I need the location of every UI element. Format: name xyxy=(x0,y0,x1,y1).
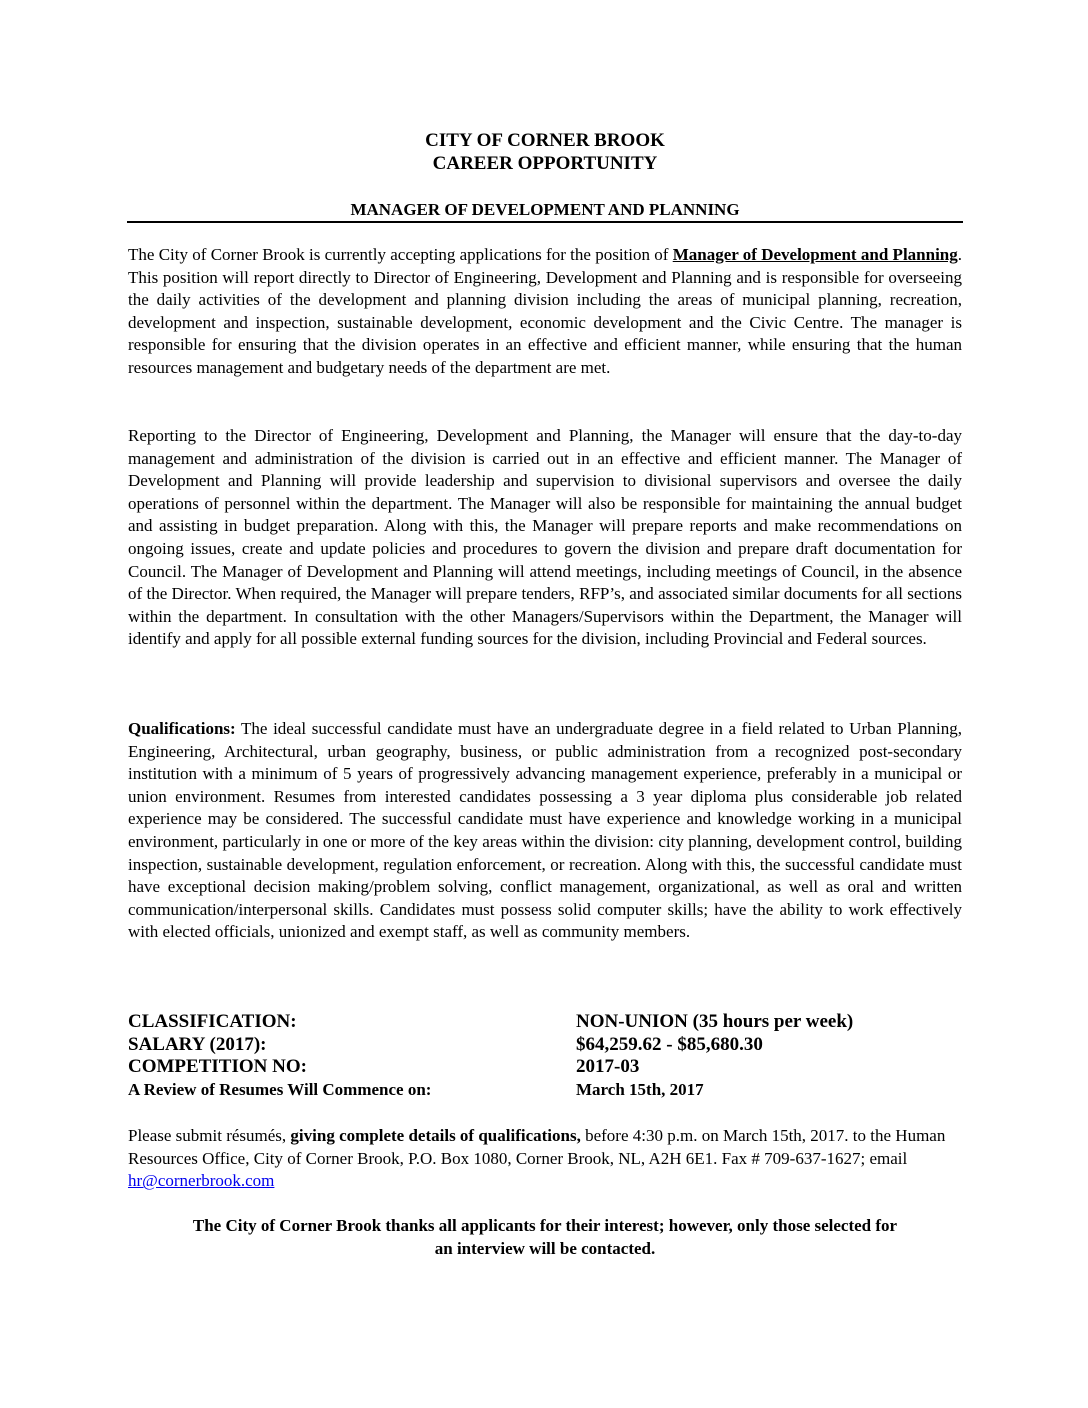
position-details xyxy=(128,1011,962,1101)
email-link[interactable]: hr@cornerbrook.com xyxy=(128,1171,275,1191)
salary-row xyxy=(128,1034,962,1057)
review-date-value: March 15th, 2017 xyxy=(576,1079,704,1099)
salary-label: SALARY (2017): xyxy=(128,1033,267,1055)
submission-text-start: Please submit résumés, xyxy=(128,1126,291,1145)
salary-value: $64,259.62 - $85,680.30 xyxy=(576,1033,763,1055)
classification-row xyxy=(128,1011,962,1034)
competition-value: 2017-03 xyxy=(576,1056,640,1077)
intro-text-start: The City of Corner Brook is currently accepting applications for the position of xyxy=(128,245,673,264)
competition-label: COMPETITION NO: xyxy=(128,1056,307,1077)
competition-row xyxy=(128,1056,962,1079)
title-divider xyxy=(127,221,963,223)
position-name-emphasis: Manager of Development and Planning xyxy=(672,245,958,264)
classification-label: CLASSIFICATION: xyxy=(128,1011,297,1032)
closing-line-2: an interview will be contacted. xyxy=(434,1238,656,1258)
intro-text-rest: . This position will report directly to Director of Engineering, Development and Planning and is responsible for overseeing the daily activities of the development and planning division including the areas of municipal planning, recreation, development and inspection, sustainable development, economic development and the Civic Centre. The manager is responsible for ensuring that the division operates in an effective and efficient manner, while ensuring that the human resources management and budgetary needs of the department are met. xyxy=(128,245,962,377)
qualifications-text: The ideal successful candidate must have an undergraduate degree in a field related to Urban Planning, Engineering, Architectural, urban geography, business, or public administration from a recognized post-secondary institution with a minimum of 5 years of progressively advancing management experience, preferably in a municipal or union environment. Resumes from interested candidates possessing a 3 year diploma plus considerable job related experience may be considered. The successful candidate must have experience and knowledge working in a municipal environment, particularly in one or more of the key areas within the division: city planning, development control, building inspection, sustainable development, regulation enforcement, or recreation. Along with this, the successful candidate must have exceptional decision making/problem solving, conflict management, organizational, as well as oral and written communication/interpersonal skills. Candidates must possess solid computer skills; have the ability to work effectively with elected officials, unionized and exempt staff, as well as community members. xyxy=(128,719,962,942)
duties-paragraph: Reporting to the Director of Engineering, Development and Planning, the Manager will ensure that the day-to-day management and administration of the division is carried out in an effective and efficient manner. The Manager of Development and Planning will provide leadership and supervision to divisional supervisors and oversee the daily operations of personnel within the department. The Manager will also be responsible for maintaining the annual budget and assisting in budget preparation. Along with this, the Manager will prepare reports and make recommendations on ongoing issues, create and update policies and procedures to govern the division and prepare draft documentation for Council. The Manager of Development and Planning will attend meetings, including meetings of Council, in the absence of the Director. When required, the Manager will prepare tenders, RFP’s, and associated similar documents for all sections within the department. In consultation with the other Managers/Supervisors within the Department, the Manager will identify and apply for all possible external funding sources for the division, including Provincial and Federal sources. xyxy=(128,426,962,649)
submission-emphasis: giving complete details of qualifications, xyxy=(290,1126,581,1145)
posting-type: CAREER OPPORTUNITY xyxy=(432,153,658,174)
submission-paragraph xyxy=(128,1125,962,1193)
review-date-label: A Review of Resumes Will Commence on: xyxy=(128,1079,432,1099)
classification-value: NON-UNION (35 hours per week) xyxy=(576,1011,854,1032)
review-date-row xyxy=(128,1079,962,1102)
position-title: MANAGER OF DEVELOPMENT AND PLANNING xyxy=(350,200,740,219)
closing-note xyxy=(128,1215,962,1260)
closing-line-1: The City of Corner Brook thanks all applicants for their interest; however, only those selected for xyxy=(192,1216,898,1235)
submission-text-rest: before 4:30 p.m. on March 15th, 2017. to the Human Resources Office, City of Corner Brook, P.O. Box 1080, Corner Brook, NL, A2H 6E1. Fax # 709-637-1627; email xyxy=(128,1126,946,1168)
qualifications-paragraph xyxy=(128,718,962,944)
org-heading xyxy=(128,129,962,175)
intro-paragraph xyxy=(128,244,962,380)
qualifications-label: Qualifications: xyxy=(128,719,236,738)
org-name: CITY OF CORNER BROOK xyxy=(425,130,665,151)
